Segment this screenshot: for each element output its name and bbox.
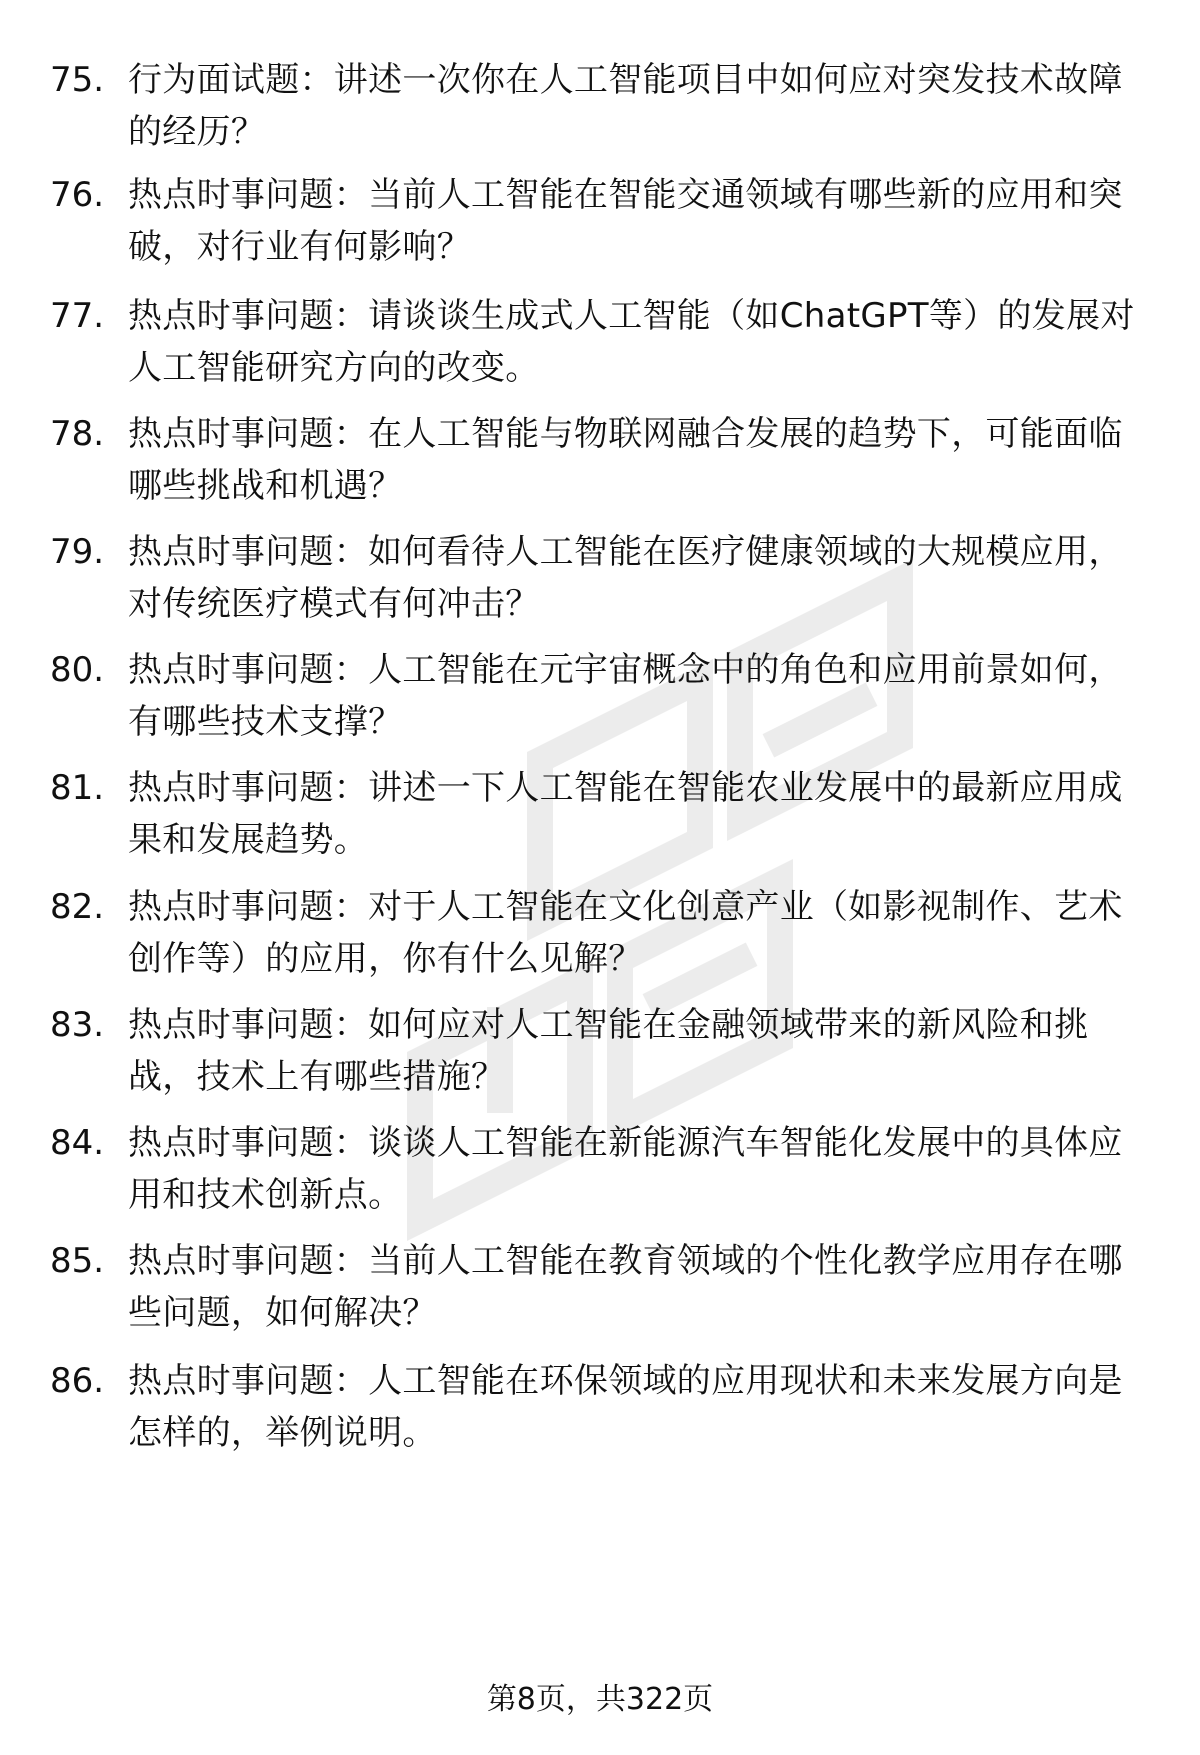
question-text: 热点时事问题：当前人工智能在教育领域的个性化教学应用存在哪些问题，如何解决？ <box>128 1241 1123 1333</box>
question-number: 80. <box>50 650 105 690</box>
question-item <box>0 762 1200 872</box>
question-text: 热点时事问题：谈谈人工智能在新能源汽车智能化发展中的具体应用和技术创新点。 <box>128 1123 1123 1215</box>
question-text: 热点时事问题：人工智能在元宇宙概念中的角色和应用前景如何，有哪些技术支撑？ <box>128 650 1123 742</box>
question-item <box>0 408 1200 518</box>
question-number: 86. <box>50 1361 105 1401</box>
question-number: 81. <box>50 768 105 808</box>
question-item <box>0 1235 1200 1345</box>
question-number: 76. <box>50 175 105 215</box>
question-text: 热点时事问题：如何看待人工智能在医疗健康领域的大规模应用，对传统医疗模式有何冲击？ <box>128 532 1123 624</box>
question-text: 热点时事问题：如何应对人工智能在金融领域带来的新风险和挑战，技术上有哪些措施？ <box>128 1005 1089 1097</box>
question-number: 77. <box>50 296 105 336</box>
question-item <box>0 999 1200 1109</box>
question-text: 热点时事问题：当前人工智能在智能交通领域有哪些新的应用和突破，对行业有何影响？ <box>128 175 1123 267</box>
question-number: 83. <box>50 1005 105 1045</box>
question-item <box>0 290 1200 400</box>
question-item <box>0 644 1200 754</box>
question-text: 热点时事问题：人工智能在环保领域的应用现状和未来发展方向是怎样的，举例说明。 <box>128 1361 1123 1453</box>
question-number: 78. <box>50 414 105 454</box>
question-number: 84. <box>50 1123 105 1163</box>
question-number: 75. <box>50 60 105 100</box>
question-text: 热点时事问题：在人工智能与物联网融合发展的趋势下，可能面临哪些挑战和机遇？ <box>128 414 1123 506</box>
question-text: 热点时事问题：请谈谈生成式人工智能（如ChatGPT等）的发展对人工智能研究方向的改变。 <box>128 296 1135 388</box>
question-item <box>0 1355 1200 1465</box>
question-item <box>0 526 1200 636</box>
question-item <box>0 54 1200 164</box>
question-number: 85. <box>50 1241 105 1281</box>
question-text: 热点时事问题：讲述一下人工智能在智能农业发展中的最新应用成果和发展趋势。 <box>128 768 1123 860</box>
question-text: 行为面试题：讲述一次你在人工智能项目中如何应对突发技术故障的经历？ <box>128 60 1123 152</box>
question-number: 79. <box>50 532 105 572</box>
question-item <box>0 1117 1200 1227</box>
question-text: 热点时事问题：对于人工智能在文化创意产业（如影视制作、艺术创作等）的应用，你有什么见解？ <box>128 887 1123 979</box>
question-item <box>0 881 1200 991</box>
question-number: 82. <box>50 887 105 927</box>
question-item <box>0 169 1200 279</box>
page-footer: 第8页，共322页 <box>486 1682 714 1717</box>
